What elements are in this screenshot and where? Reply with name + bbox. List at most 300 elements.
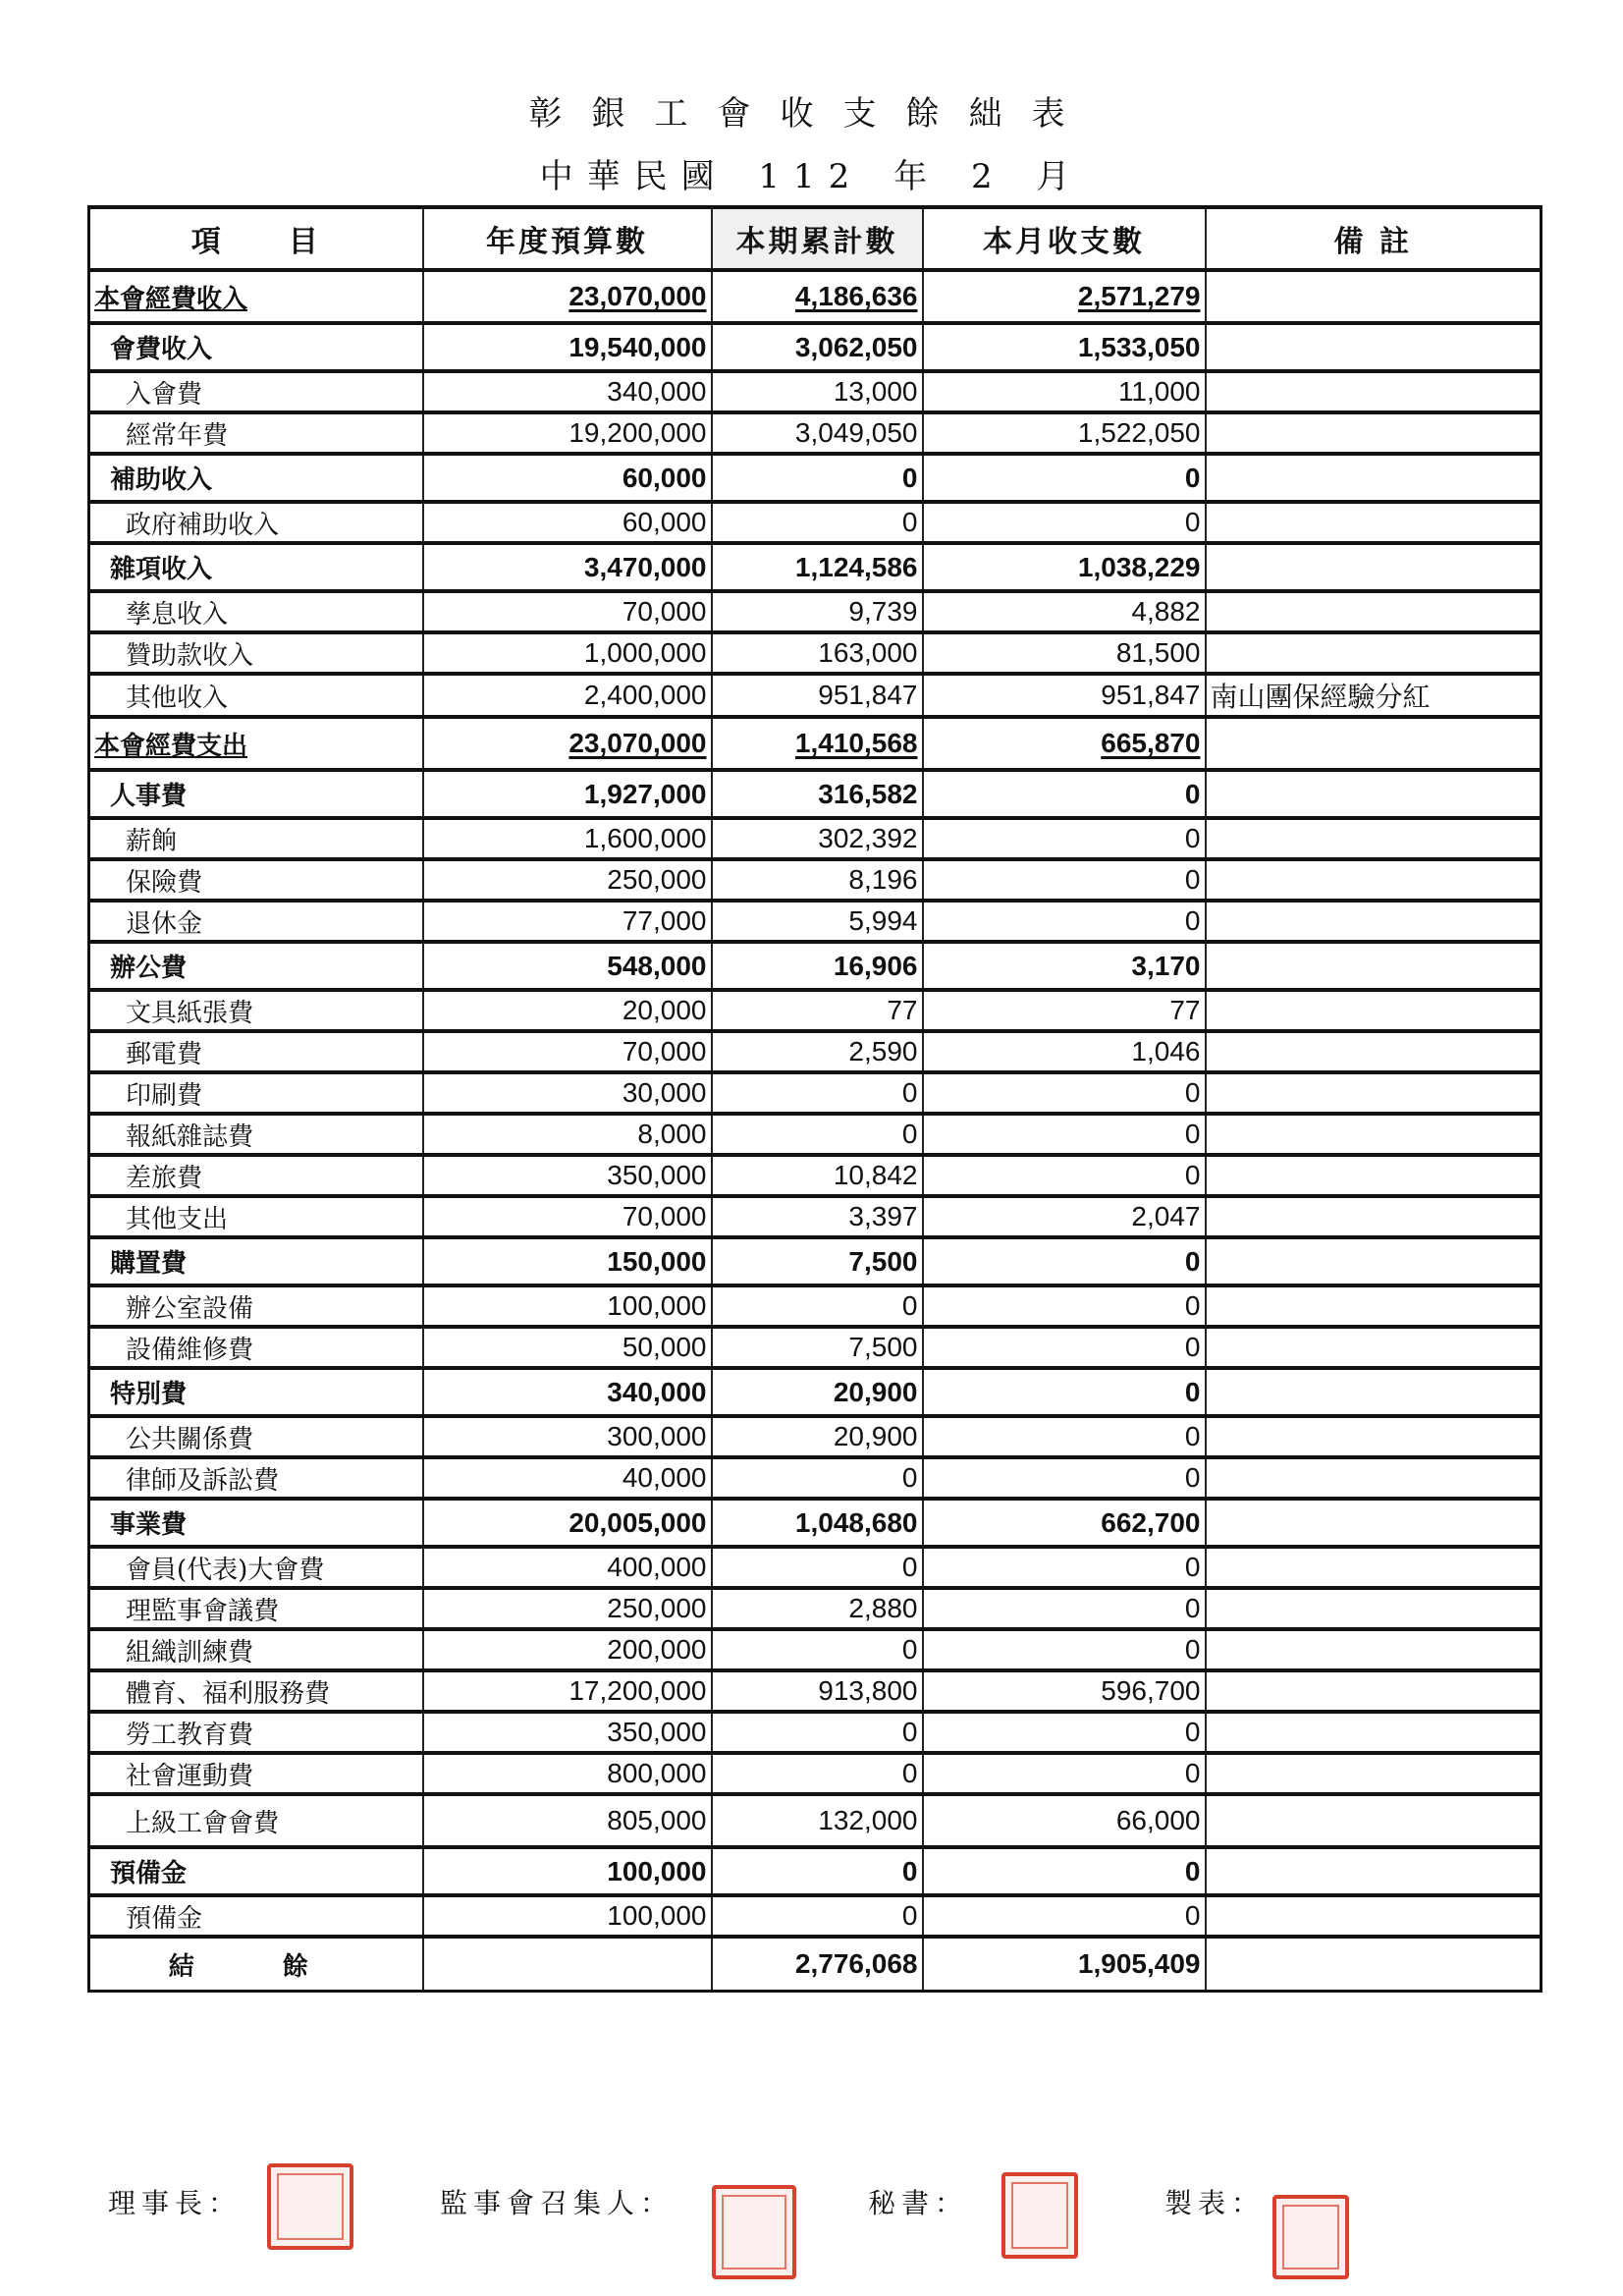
cumulative-cell-value: 0 [901, 1077, 918, 1108]
remark-cell [1206, 1285, 1542, 1327]
row-label: 文具紙張費 [89, 990, 423, 1031]
monthly-cell-value: 77 [1169, 995, 1201, 1025]
document-title: 彰銀工會收支餘絀表 [528, 94, 1095, 134]
remark-cell [1206, 1155, 1542, 1196]
budget-cell-value: 23,070,000 [568, 281, 707, 311]
cumulative-cell-value: 9,739 [848, 596, 918, 627]
monthly-cell [923, 1416, 1206, 1457]
cumulative-cell-value: 77 [887, 995, 918, 1025]
monthly-cell-value: 596,700 [1101, 1675, 1201, 1706]
remark-cell [1206, 1196, 1542, 1237]
monthly-cell-value: 11,000 [1117, 376, 1201, 407]
budget-cell-value: 350,000 [607, 1160, 707, 1190]
cumulative-cell [712, 1457, 923, 1499]
cumulative-cell-value: 2,880 [848, 1593, 918, 1623]
cumulative-cell [712, 717, 923, 770]
monthly-cell [923, 859, 1206, 901]
row-label: 入會費 [89, 371, 423, 412]
monthly-cell-value: 0 [1184, 1245, 1201, 1277]
monthly-cell-value: 665,870 [1101, 728, 1201, 758]
remark-cell [1206, 1416, 1542, 1457]
monthly-cell [923, 1368, 1206, 1416]
budget-cell [423, 591, 712, 632]
cumulative-cell-value: 0 [901, 462, 918, 493]
cumulative-cell [712, 1031, 923, 1072]
cumulative-cell-value: 2,776,068 [794, 1948, 918, 1979]
remark-cell [1206, 717, 1542, 770]
monthly-cell-value: 0 [1184, 823, 1201, 853]
table-row [89, 1588, 1542, 1629]
monthly-cell-value: 81,500 [1115, 637, 1201, 668]
cumulative-cell [712, 859, 923, 901]
budget-cell-value: 800,000 [607, 1758, 707, 1788]
monthly-cell [923, 1670, 1206, 1712]
cumulative-cell [712, 454, 923, 502]
remark-cell [1206, 1937, 1542, 1992]
row-label: 結餘 [89, 1937, 423, 1992]
monthly-cell [923, 770, 1206, 818]
monthly-cell-value: 1,905,409 [1077, 1948, 1201, 1979]
row-label: 其他支出 [89, 1196, 423, 1237]
budget-cell [423, 1895, 712, 1937]
remark-cell [1206, 543, 1542, 591]
cumulative-cell-value: 5,994 [848, 905, 918, 936]
cumulative-cell [712, 1895, 923, 1937]
budget-cell-value: 19,200,000 [568, 417, 707, 448]
row-label: 政府補助收入 [89, 502, 423, 543]
cumulative-cell [712, 1155, 923, 1196]
monthly-cell-value: 0 [1184, 778, 1201, 809]
budget-cell [423, 1196, 712, 1237]
table-row [89, 270, 1542, 323]
cumulative-cell-value: 0 [901, 1900, 918, 1931]
cumulative-cell [712, 1629, 923, 1670]
table-row [89, 1285, 1542, 1327]
income-expense-table [87, 205, 1542, 1993]
monthly-cell [923, 371, 1206, 412]
budget-cell-value: 150,000 [607, 1245, 707, 1277]
budget-cell-value: 70,000 [622, 596, 707, 627]
table-row [89, 371, 1542, 412]
monthly-cell [923, 591, 1206, 632]
table-row [89, 1670, 1542, 1712]
row-label: 印刷費 [89, 1072, 423, 1114]
budget-cell [423, 1368, 712, 1416]
cumulative-cell-value: 13,000 [833, 376, 918, 407]
cumulative-cell [712, 632, 923, 674]
budget-cell [423, 454, 712, 502]
table-row [89, 674, 1542, 717]
monthly-cell [923, 1114, 1206, 1155]
header-remark: 備 註 [1206, 207, 1542, 270]
cumulative-cell-value: 10,842 [833, 1160, 918, 1190]
cumulative-cell [712, 1327, 923, 1368]
budget-cell-value: 30,000 [622, 1077, 707, 1108]
budget-cell [423, 818, 712, 859]
monthly-cell-value: 1,038,229 [1077, 551, 1201, 582]
remark-cell [1206, 502, 1542, 543]
cumulative-cell-value: 1,124,586 [794, 551, 918, 582]
cumulative-cell [712, 1499, 923, 1547]
row-label: 公共關係費 [89, 1416, 423, 1457]
header-cumulative: 本期累計數 [712, 207, 923, 270]
month: 2 [970, 157, 1006, 196]
header-budget: 年度預算數 [423, 207, 712, 270]
table-row [89, 1368, 1542, 1416]
cumulative-cell-value: 0 [901, 1290, 918, 1321]
cumulative-cell-value: 16,906 [833, 950, 918, 981]
table-row [89, 1499, 1542, 1547]
table-header-row [89, 207, 1542, 270]
budget-cell-value: 250,000 [607, 1593, 707, 1623]
monthly-cell-value: 0 [1184, 462, 1201, 493]
row-label: 本會經費支出 [89, 717, 423, 770]
remark-cell [1206, 270, 1542, 323]
remark-cell [1206, 1072, 1542, 1114]
table-row [89, 942, 1542, 990]
budget-cell-value: 23,070,000 [568, 728, 707, 758]
budget-cell [423, 674, 712, 717]
remark-cell [1206, 1712, 1542, 1753]
cumulative-cell-value: 163,000 [818, 637, 918, 668]
monthly-cell [923, 674, 1206, 717]
budget-cell [423, 1237, 712, 1285]
budget-cell [423, 270, 712, 323]
table-row [89, 1416, 1542, 1457]
budget-cell-value: 300,000 [607, 1421, 707, 1451]
monthly-cell-value: 2,047 [1131, 1201, 1201, 1231]
budget-cell [423, 990, 712, 1031]
remark-cell [1206, 1457, 1542, 1499]
cumulative-cell [712, 1114, 923, 1155]
budget-cell [423, 371, 712, 412]
budget-cell [423, 1499, 712, 1547]
budget-cell [423, 1670, 712, 1712]
cumulative-cell [712, 1588, 923, 1629]
budget-cell-value: 100,000 [607, 1855, 707, 1886]
cumulative-cell-value: 7,500 [848, 1332, 918, 1362]
budget-cell-value: 50,000 [622, 1332, 707, 1362]
row-label: 孳息收入 [89, 591, 423, 632]
monthly-cell-value: 0 [1184, 864, 1201, 895]
remark-cell [1206, 1588, 1542, 1629]
budget-cell-value: 40,000 [622, 1462, 707, 1493]
budget-cell [423, 1588, 712, 1629]
budget-cell [423, 543, 712, 591]
table-row [89, 717, 1542, 770]
monthly-cell-value: 0 [1184, 1462, 1201, 1493]
cumulative-cell [712, 1072, 923, 1114]
monthly-cell-value: 0 [1184, 1119, 1201, 1149]
row-label: 報紙雜誌費 [89, 1114, 423, 1155]
cumulative-cell [712, 1753, 923, 1794]
cumulative-cell-value: 316,582 [818, 778, 918, 809]
row-label: 組織訓練費 [89, 1629, 423, 1670]
cumulative-cell-value: 3,397 [848, 1201, 918, 1231]
budget-cell [423, 1327, 712, 1368]
cumulative-cell-value: 2,590 [848, 1036, 918, 1066]
budget-cell-value: 100,000 [607, 1290, 707, 1321]
cumulative-cell-value: 7,500 [848, 1245, 918, 1277]
cumulative-cell [712, 1196, 923, 1237]
monthly-cell-value: 0 [1184, 1160, 1201, 1190]
budget-cell [423, 1547, 712, 1588]
budget-cell-value: 2,400,000 [583, 680, 707, 710]
budget-cell-value: 1,600,000 [583, 823, 707, 853]
month-unit: 月 [1036, 157, 1084, 196]
cumulative-cell [712, 1547, 923, 1588]
budget-cell [423, 1285, 712, 1327]
monthly-cell-value: 1,522,050 [1077, 417, 1201, 448]
table-row [89, 1237, 1542, 1285]
table-row [89, 1196, 1542, 1237]
monthly-cell [923, 1499, 1206, 1547]
remark-cell [1206, 632, 1542, 674]
cumulative-cell-value: 0 [901, 1552, 918, 1582]
monthly-cell [923, 412, 1206, 454]
row-label: 雜項收入 [89, 543, 423, 591]
monthly-cell [923, 1196, 1206, 1237]
budget-cell [423, 1072, 712, 1114]
remark-cell [1206, 371, 1542, 412]
row-label: 辦公費 [89, 942, 423, 990]
row-label: 預備金 [89, 1895, 423, 1937]
era: 中華民國 [539, 157, 729, 196]
monthly-cell [923, 990, 1206, 1031]
budget-cell [423, 1794, 712, 1847]
monthly-cell [923, 1753, 1206, 1794]
table-row [89, 990, 1542, 1031]
monthly-cell [923, 1155, 1206, 1196]
table-body [89, 270, 1542, 1992]
cumulative-cell [712, 770, 923, 818]
cumulative-cell-value: 8,196 [848, 864, 918, 895]
monthly-cell-value: 0 [1184, 1593, 1201, 1623]
cumulative-cell-value: 0 [901, 1717, 918, 1747]
remark-cell: 南山團保經驗分紅 [1206, 674, 1542, 717]
cumulative-cell-value: 3,049,050 [794, 417, 918, 448]
monthly-cell [923, 1847, 1206, 1895]
budget-cell [423, 632, 712, 674]
budget-cell-value: 250,000 [607, 864, 707, 895]
cumulative-cell-value: 0 [901, 1634, 918, 1665]
row-label: 律師及訴訟費 [89, 1457, 423, 1499]
monthly-cell [923, 1629, 1206, 1670]
table-row [89, 543, 1542, 591]
cumulative-cell-value: 20,900 [833, 1376, 918, 1407]
budget-cell-value: 60,000 [622, 462, 707, 493]
remark-cell [1206, 1629, 1542, 1670]
monthly-cell-value: 1,046 [1131, 1036, 1201, 1066]
table-row [89, 1547, 1542, 1588]
remark-cell [1206, 1237, 1542, 1285]
budget-cell [423, 1114, 712, 1155]
table-row [89, 901, 1542, 942]
table-row [89, 632, 1542, 674]
budget-cell-value: 1,000,000 [583, 637, 707, 668]
monthly-cell [923, 1937, 1206, 1992]
signature-chairman: 理事長： [108, 2187, 243, 2219]
cumulative-cell-value: 0 [901, 1855, 918, 1886]
remark-cell [1206, 990, 1542, 1031]
secretary-stamp [1001, 2172, 1078, 2259]
monthly-cell [923, 1327, 1206, 1368]
remark-cell [1206, 859, 1542, 901]
budget-cell [423, 1416, 712, 1457]
table-row [89, 1937, 1542, 1992]
row-label: 本會經費收入 [89, 270, 423, 323]
budget-cell [423, 502, 712, 543]
budget-cell-value: 70,000 [622, 1036, 707, 1066]
monthly-cell [923, 901, 1206, 942]
cumulative-cell [712, 1847, 923, 1895]
budget-cell [423, 1629, 712, 1670]
budget-cell-value: 200,000 [607, 1634, 707, 1665]
budget-cell-value: 17,200,000 [568, 1675, 707, 1706]
cumulative-cell [712, 543, 923, 591]
remark-cell [1206, 1031, 1542, 1072]
cumulative-cell [712, 818, 923, 859]
budget-cell [423, 942, 712, 990]
row-label: 退休金 [89, 901, 423, 942]
table-row [89, 818, 1542, 859]
budget-cell [423, 901, 712, 942]
remark-cell [1206, 770, 1542, 818]
monthly-cell [923, 1031, 1206, 1072]
table-row [89, 770, 1542, 818]
cumulative-cell [712, 674, 923, 717]
table-row [89, 1847, 1542, 1895]
budget-cell-value: 340,000 [607, 376, 707, 407]
monthly-cell-value: 0 [1184, 1421, 1201, 1451]
monthly-cell [923, 1712, 1206, 1753]
budget-cell [423, 1457, 712, 1499]
remark-cell [1206, 412, 1542, 454]
remark-cell [1206, 1794, 1542, 1847]
row-label: 事業費 [89, 1499, 423, 1547]
signature-secretary: 秘書： [868, 2187, 969, 2219]
cumulative-cell [712, 942, 923, 990]
cumulative-cell-value: 951,847 [818, 680, 918, 710]
monthly-cell-value: 0 [1184, 905, 1201, 936]
table-row [89, 1895, 1542, 1937]
cumulative-cell [712, 1794, 923, 1847]
remark-cell [1206, 323, 1542, 371]
remark-cell [1206, 591, 1542, 632]
monthly-cell-value: 662,700 [1101, 1506, 1201, 1538]
budget-cell-value: 20,005,000 [568, 1506, 707, 1538]
row-label: 經常年費 [89, 412, 423, 454]
monthly-cell [923, 1895, 1206, 1937]
budget-cell [423, 770, 712, 818]
monthly-cell [923, 1794, 1206, 1847]
remark-cell [1206, 1895, 1542, 1937]
table-row [89, 1327, 1542, 1368]
table-row [89, 1031, 1542, 1072]
monthly-cell-value: 0 [1184, 507, 1201, 537]
year: 112 [758, 157, 864, 196]
monthly-cell [923, 1547, 1206, 1588]
row-label: 其他收入 [89, 674, 423, 717]
year-unit: 年 [893, 157, 942, 196]
table-row [89, 1753, 1542, 1794]
cumulative-cell-value: 3,062,050 [794, 331, 918, 362]
budget-cell-value: 400,000 [607, 1552, 707, 1582]
budget-cell-value: 350,000 [607, 1717, 707, 1747]
monthly-cell [923, 632, 1206, 674]
cumulative-cell-value: 0 [901, 1119, 918, 1149]
cumulative-cell [712, 412, 923, 454]
row-label: 購置費 [89, 1237, 423, 1285]
budget-cell-value: 77,000 [622, 905, 707, 936]
monthly-cell [923, 942, 1206, 990]
monthly-cell-value: 0 [1184, 1758, 1201, 1788]
budget-cell [423, 323, 712, 371]
monthly-cell-value: 951,847 [1101, 680, 1201, 710]
monthly-cell [923, 1457, 1206, 1499]
row-label: 薪餉 [89, 818, 423, 859]
row-label: 人事費 [89, 770, 423, 818]
budget-cell-value: 805,000 [607, 1805, 707, 1835]
table-row [89, 859, 1542, 901]
monthly-cell [923, 270, 1206, 323]
remark-cell [1206, 1327, 1542, 1368]
cumulative-cell [712, 591, 923, 632]
monthly-cell [923, 543, 1206, 591]
budget-cell-value: 340,000 [607, 1376, 707, 1407]
row-label: 特別費 [89, 1368, 423, 1416]
cumulative-cell [712, 901, 923, 942]
row-label: 體育、福利服務費 [89, 1670, 423, 1712]
row-label: 補助收入 [89, 454, 423, 502]
monthly-cell-value: 2,571,279 [1077, 281, 1201, 311]
budget-cell-value: 60,000 [622, 507, 707, 537]
budget-cell [423, 1937, 712, 1992]
monthly-cell-value: 66,000 [1115, 1805, 1201, 1835]
cumulative-cell [712, 502, 923, 543]
chairman-stamp [267, 2163, 353, 2250]
header-monthly: 本月收支數 [923, 207, 1206, 270]
table-row [89, 1457, 1542, 1499]
document-period [0, 149, 1623, 197]
row-label: 社會運動費 [89, 1753, 423, 1794]
monthly-cell [923, 1237, 1206, 1285]
table-row [89, 1114, 1542, 1155]
monthly-cell-value: 0 [1184, 1855, 1201, 1886]
row-label: 理監事會議費 [89, 1588, 423, 1629]
remark-cell [1206, 1114, 1542, 1155]
row-label: 贊助款收入 [89, 632, 423, 674]
row-label: 會員(代表)大會費 [89, 1547, 423, 1588]
remark-cell [1206, 1670, 1542, 1712]
monthly-cell-value: 1,533,050 [1077, 331, 1201, 362]
remark-cell [1206, 454, 1542, 502]
monthly-cell-value: 3,170 [1131, 950, 1201, 981]
cumulative-cell-value: 0 [901, 507, 918, 537]
monthly-cell-value: 0 [1184, 1376, 1201, 1407]
table-row [89, 502, 1542, 543]
monthly-cell [923, 454, 1206, 502]
monthly-cell [923, 502, 1206, 543]
budget-cell-value: 20,000 [622, 995, 707, 1025]
monthly-cell-value: 0 [1184, 1717, 1201, 1747]
monthly-cell [923, 717, 1206, 770]
monthly-cell-value: 0 [1184, 1290, 1201, 1321]
supervisor-stamp [712, 2185, 796, 2279]
table-row [89, 1629, 1542, 1670]
row-label: 辦公室設備 [89, 1285, 423, 1327]
preparer-stamp [1272, 2195, 1349, 2279]
